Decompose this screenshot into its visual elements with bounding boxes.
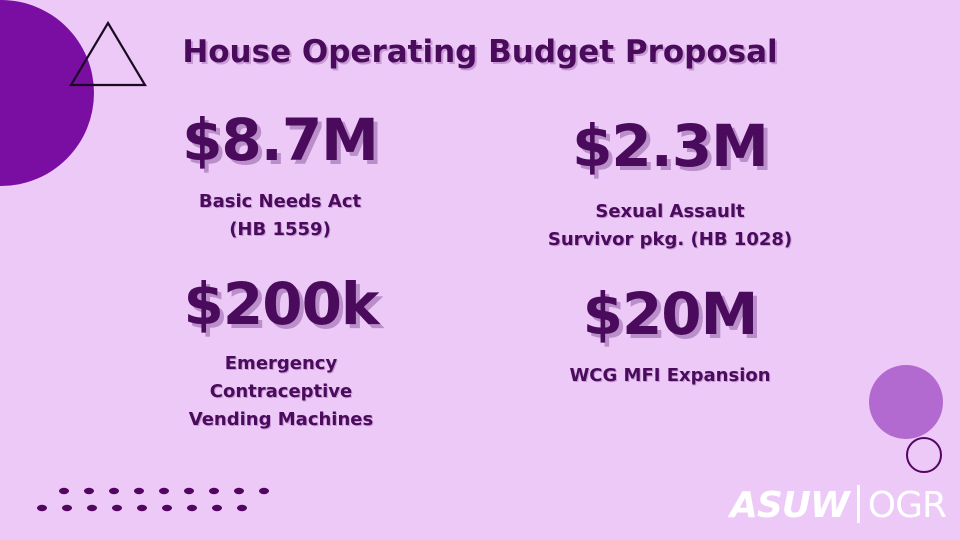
stat-description-line: Vending Machines xyxy=(188,409,374,430)
logo-asuw-text: ASUW xyxy=(730,485,849,526)
logo-ogr-text: OGR xyxy=(867,485,946,526)
stat-description-line: Sexual Assault xyxy=(595,201,745,222)
stat-description-line: WCG MFI Expansion xyxy=(569,365,771,386)
slide-title: House Operating Budget Proposal xyxy=(182,34,778,70)
stat-sexual-assault-survivor xyxy=(520,114,820,254)
stat-emergency-contraceptive xyxy=(150,272,412,434)
stat-amount: $2.3M xyxy=(572,112,768,180)
stat-description xyxy=(520,198,820,254)
dot-pattern-decoration xyxy=(34,484,294,518)
stat-amount: $200k xyxy=(183,270,379,338)
stat-description xyxy=(150,350,412,434)
stat-amount: $8.7M xyxy=(182,106,378,174)
logo-divider xyxy=(857,485,860,523)
stat-description-line: (HB 1559) xyxy=(229,219,331,240)
stat-description xyxy=(160,188,400,244)
stat-description-line: Contraceptive xyxy=(209,381,353,402)
decorative-circle-medium xyxy=(869,365,943,439)
asuw-ogr-logo xyxy=(730,484,946,528)
stat-description-line: Survivor pkg. (HB 1028) xyxy=(547,229,793,250)
stat-description-line: Emergency xyxy=(224,353,338,374)
stat-wcg-mfi-expansion xyxy=(520,282,820,390)
stat-amount: $20M xyxy=(582,280,758,348)
decorative-circle-ring xyxy=(906,437,942,473)
stat-basic-needs xyxy=(160,108,400,244)
stat-description xyxy=(520,362,820,390)
stat-description-line: Basic Needs Act xyxy=(198,191,362,212)
